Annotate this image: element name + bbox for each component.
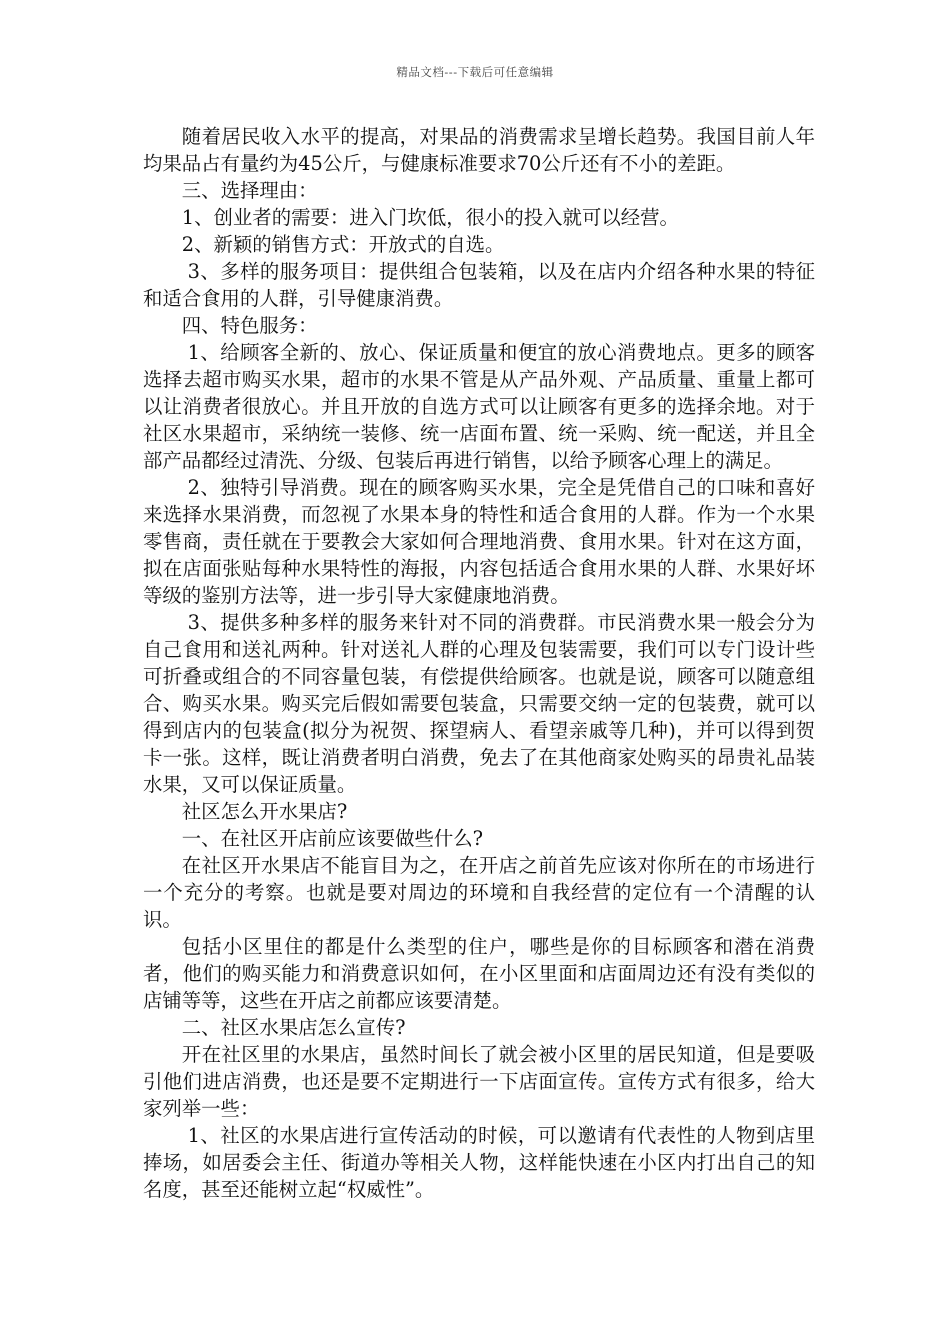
section-heading: 三、选择理由： xyxy=(181,179,318,202)
list-item: 1、社区的水果店进行宣传活动的时候，可以邀请有代表性的人物到店里捧场，如居委会主任、街道办等相关人物，这样能快速在小区内打出自己的知名度，甚至还能树立起“权威性”。 xyxy=(143,1124,815,1201)
document-body xyxy=(143,123,815,1203)
list-item: 3、多样的服务项目：提供组合包装箱，以及在店内介绍各种水果的特征和适合食用的人群，引导健康消费。 xyxy=(143,260,815,310)
list-item: 3、提供多种多样的服务来针对不同的消费群。市民消费水果一般会分为自己食用和送礼两种。针对送礼人群的心理及包装需要，我们可以专门设计些可折叠或组合的不同容量包装，有偿提供给顾客。也就是说，顾客可以随意组合、购买水果。购买完后假如需要包装盒，只需要交纳一定的包装费，就可以得到店内的包装盒(拟分为祝贺、探望病人、看望亲戚等几种)，并可以得到贺卡一张。这样，既让消费者明白消费，免去了在其他商家处购买的昂贵礼品装水果，又可以保证质量。 xyxy=(143,611,815,796)
paragraph: 在社区开水果店不能盲目为之，在开店之前首先应该对你所在的市场进行一个充分的考察。也就是要对周边的环境和自我经营的定位有一个清醒的认识。 xyxy=(143,854,815,931)
paragraph: 开在社区里的水果店，虽然时间长了就会被小区里的居民知道，但是要吸引他们进店消费，也还是要不定期进行一下店面宣传。宣传方式有很多，给大家列举一些： xyxy=(143,1043,815,1120)
page-header: 精品文档---下载后可任意编辑 xyxy=(396,65,554,79)
section-heading: 四、特色服务： xyxy=(181,314,318,337)
section-heading: 二、社区水果店怎么宣传? xyxy=(181,1016,406,1039)
list-item: 2、新颖的销售方式：开放式的自选。 xyxy=(181,233,505,256)
list-item: 2、独特引导消费。现在的顾客购买水果，完全是凭借自己的口味和喜好来选择水果消费，而忽视了水果本身的特性和适合食用的人群。作为一个水果零售商，责任就在于要教会大家如何合理地消费、食用水果。针对在这方面，拟在店面张贴每种水果特性的海报，内容包括适合食用水果的人群、水果好坏等级的鉴别方法等，进一步引导大家健康地消费。 xyxy=(143,476,815,607)
list-item: 1、给顾客全新的、放心、保证质量和便宜的放心消费地点。更多的顾客选择去超市购买水果，超市的水果不管是从产品外观、产品质量、重量上都可以让消费者很放心。并且开放的自选方式可以让顾客有更多的选择余地。对于社区水果超市，采纳统一装修、统一店面布置、统一采购、统一配送，并且全部产品都经过清洗、分级、包装后再进行销售，以给予顾客心理上的满足。 xyxy=(143,341,815,472)
list-item: 1、创业者的需要：进入门坎低，很小的投入就可以经营。 xyxy=(181,206,679,229)
paragraph: 随着居民收入水平的提高，对果品的消费需求呈增长趋势。我国目前人年均果品占有量约为45公斤，与健康标准要求70公斤还有不小的差距。 xyxy=(143,125,815,175)
section-heading: 一、在社区开店前应该要做些什么? xyxy=(181,827,484,850)
section-heading: 社区怎么开水果店? xyxy=(181,800,348,823)
paragraph: 包括小区里住的都是什么类型的住户，哪些是你的目标顾客和潜在消费者，他们的购买能力和消费意识如何，在小区里面和店面周边还有没有类似的店铺等等，这些在开店之前都应该要清楚。 xyxy=(143,935,815,1012)
